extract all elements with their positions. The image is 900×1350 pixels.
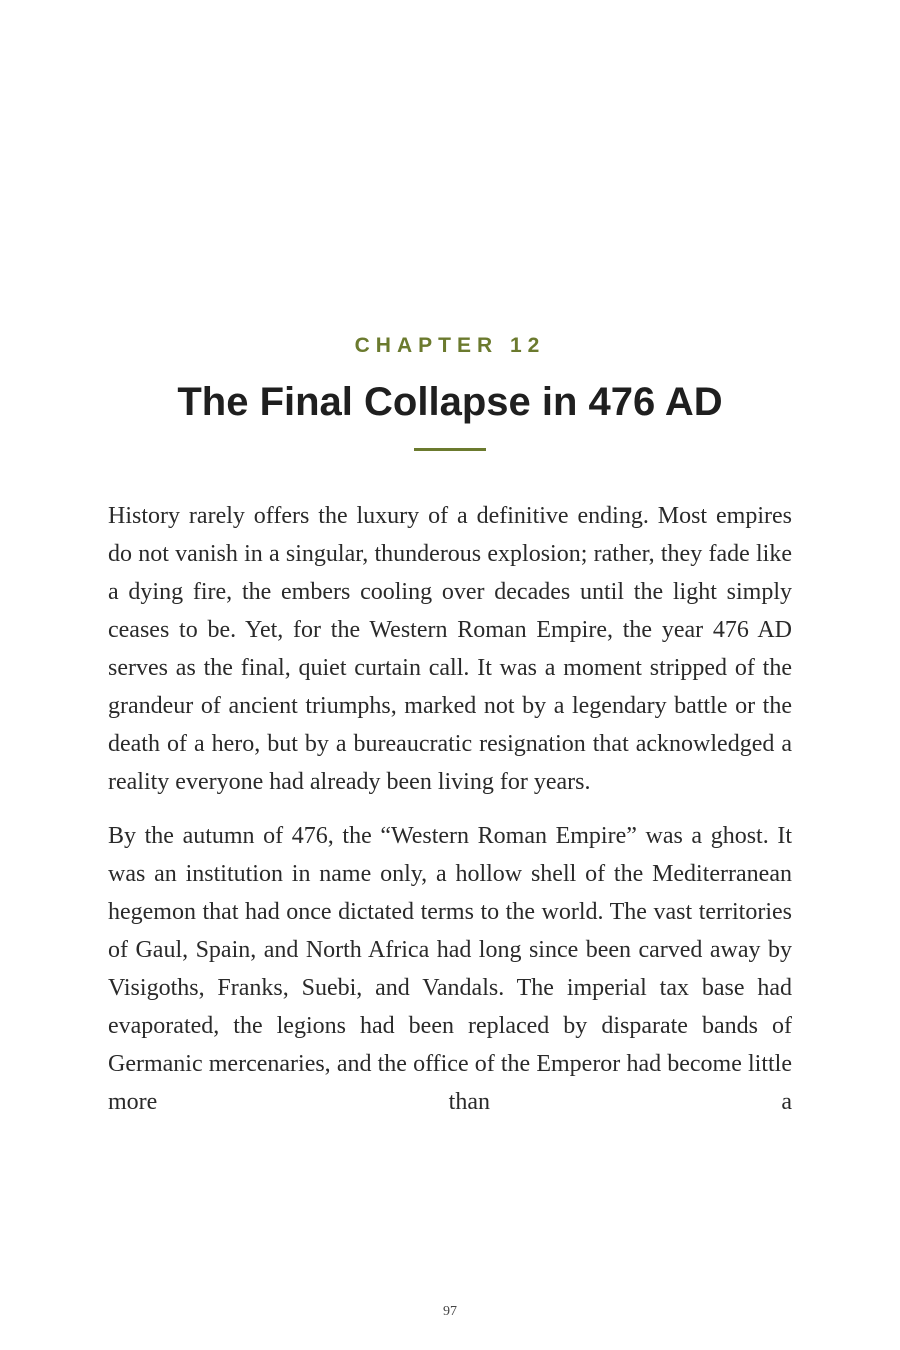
chapter-label: CHAPTER 12: [354, 334, 546, 357]
chapter-body: [108, 497, 792, 1162]
page-number: 97: [443, 1304, 457, 1319]
body-paragraph: By the autumn of 476, the “Western Roman Empire” was a ghost. It was an institution in name only, a hollow shell of the Mediterranean hegemon that had once dictated terms to the world. The vast territories of Gaul, Spain, and North Africa had long since been carved away by Visigoths, Franks, Suebi, and Vandals. The imperial tax base had evaporated, the legions had been replaced by disparate bands of Germanic mercenaries, and the office of the Emperor had become little more than a: [108, 823, 792, 1115]
chapter-title: The Final Collapse in 476 AD: [177, 380, 723, 424]
body-paragraph: History rarely offers the luxury of a definitive ending. Most empires do not vanish in a singular, thunderous explosion; rather, they fade like a dying fire, the embers cooling over decades until the light simply ceases to be. Yet, for the Western Roman Empire, the year 476 AD serves as the final, quiet curtain call. It was a moment stripped of the grandeur of ancient triumphs, marked not by a legendary battle or the death of a hero, but by a bureaucratic resignation that acknowledged a reality everyone had already been living for years.: [108, 503, 792, 795]
title-divider: [414, 448, 486, 451]
